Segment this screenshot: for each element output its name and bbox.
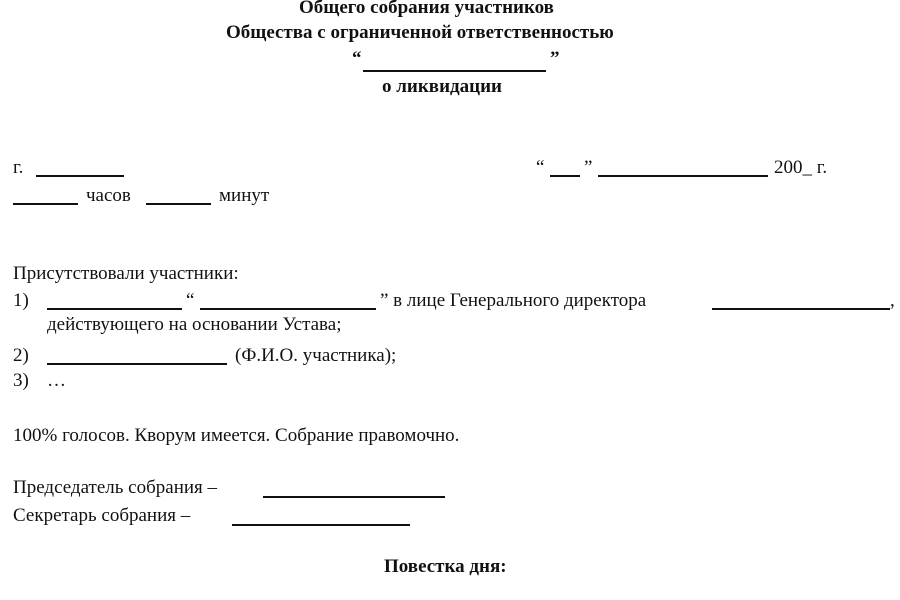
hours-label: часов (86, 185, 131, 206)
doc-title-line2: Общества с ограниченной ответственностью (226, 22, 614, 43)
day-quote-open: “ (536, 157, 545, 178)
city-blank (36, 175, 124, 177)
quorum-statement: 100% голосов. Кворум имеется. Собрание правомочно. (13, 425, 460, 446)
item1-quote-open: “ (186, 290, 195, 311)
minutes-blank (146, 203, 211, 205)
company-name-blank (363, 70, 546, 72)
year: 200_ г. (774, 157, 828, 178)
item2-number: 2) (13, 345, 29, 366)
chairman-name-blank (263, 496, 445, 498)
item1-comma: , (890, 290, 895, 311)
item1-type-blank (47, 308, 182, 310)
item2-text: (Ф.И.О. участника); (235, 345, 397, 366)
chairman-label: Председатель собрания – (13, 477, 218, 498)
secretary-name-blank (232, 524, 410, 526)
item1-text: ” в лице Генерального директора (380, 290, 647, 311)
item1-number: 1) (13, 290, 29, 311)
minutes-label: минут (219, 185, 270, 206)
participants-heading: Присутствовали участники: (13, 263, 239, 284)
item3-number: 3) (13, 370, 29, 391)
hours-blank (13, 203, 78, 205)
city-prefix: г. (13, 157, 24, 178)
month-blank (598, 175, 768, 177)
company-quote-close: ” (550, 48, 560, 69)
item2-name-blank (47, 363, 227, 365)
item1-continuation: действующего на основании Устава; (47, 314, 342, 335)
company-quote-open: “ (352, 48, 362, 69)
director-name-blank (712, 308, 890, 310)
agenda-heading: Повестка дня: (384, 556, 507, 577)
secretary-label: Секретарь собрания – (13, 505, 191, 526)
day-blank (550, 175, 580, 177)
day-quote-close: ” (584, 157, 593, 178)
item3-text: … (47, 370, 66, 391)
doc-subject: о ликвидации (382, 76, 502, 97)
doc-title-line1: Общего собрания участников (299, 0, 554, 18)
item1-name-blank (200, 308, 376, 310)
